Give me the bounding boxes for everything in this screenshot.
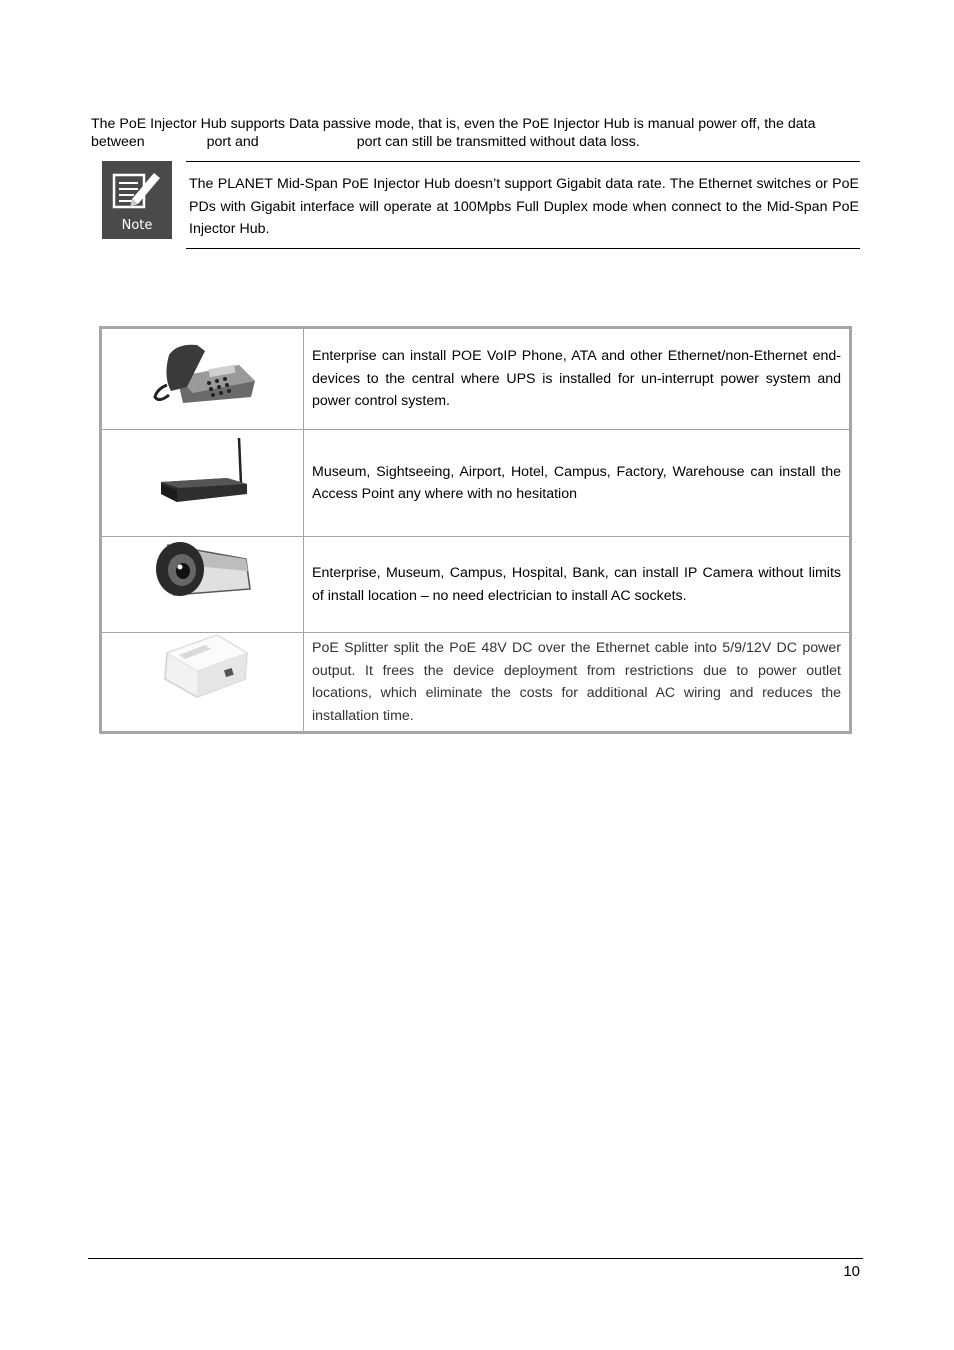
pencil-paper-icon <box>110 167 164 211</box>
access-point-image <box>101 430 304 537</box>
intro-line-2-a: between <box>91 134 145 150</box>
table-row <box>101 430 851 537</box>
note-box <box>186 161 860 249</box>
note-text: The PLANET Mid-Span PoE Injector Hub doesn’t support Gigabit data rate. The Ethernet switches or PoE PDs with Gigabit interface will operate at 100Mpbs Full Duplex mode when connect to the Mid-Span PoE Injector Hub. <box>189 176 859 237</box>
voip-phone-image <box>101 328 304 430</box>
poe-splitter-image <box>101 633 304 733</box>
page-number: 10 <box>843 1263 860 1280</box>
applications-table <box>99 326 852 734</box>
table-row <box>101 328 851 430</box>
application-text: Enterprise can install POE VoIP Phone, ATA and other Ethernet/non-Ethernet end-devices to the central where UPS is installed for un-interrupt power system and power control system. <box>304 328 851 430</box>
footer-divider <box>88 1258 863 1259</box>
intro-line-1: The PoE Injector Hub supports Data passive mode, that is, even the PoE Injector Hub is manual power off, the data <box>91 116 816 132</box>
note-icon-label: Note <box>121 218 153 233</box>
poe-splitter-icon <box>157 633 257 703</box>
table-row <box>101 537 851 633</box>
application-text: Museum, Sightseeing, Airport, Hotel, Campus, Factory, Warehouse can install the Access Point any where with no hesitation <box>304 430 851 537</box>
ip-camera-icon <box>150 537 260 607</box>
intro-paragraph <box>91 115 851 151</box>
access-point-icon <box>157 434 257 514</box>
table-row <box>101 633 851 733</box>
intro-line-2 <box>91 133 851 151</box>
application-text: Enterprise, Museum, Campus, Hospital, Bank, can install IP Camera without limits of install location – no need electrician to install AC sockets. <box>304 537 851 633</box>
ip-camera-image <box>101 537 304 633</box>
application-text: PoE Splitter split the PoE 48V DC over the Ethernet cable into 5/9/12V DC power output. It frees the device deployment from restrictions due to power outlet locations, which eliminate the costs for additional AC wiring and reduces the installation time. <box>304 633 851 733</box>
note-icon <box>102 161 172 239</box>
intro-line-2-c: port can still be transmitted without data loss. <box>356 134 640 150</box>
voip-phone-icon <box>147 337 267 407</box>
intro-line-2-b: port and <box>206 134 259 150</box>
